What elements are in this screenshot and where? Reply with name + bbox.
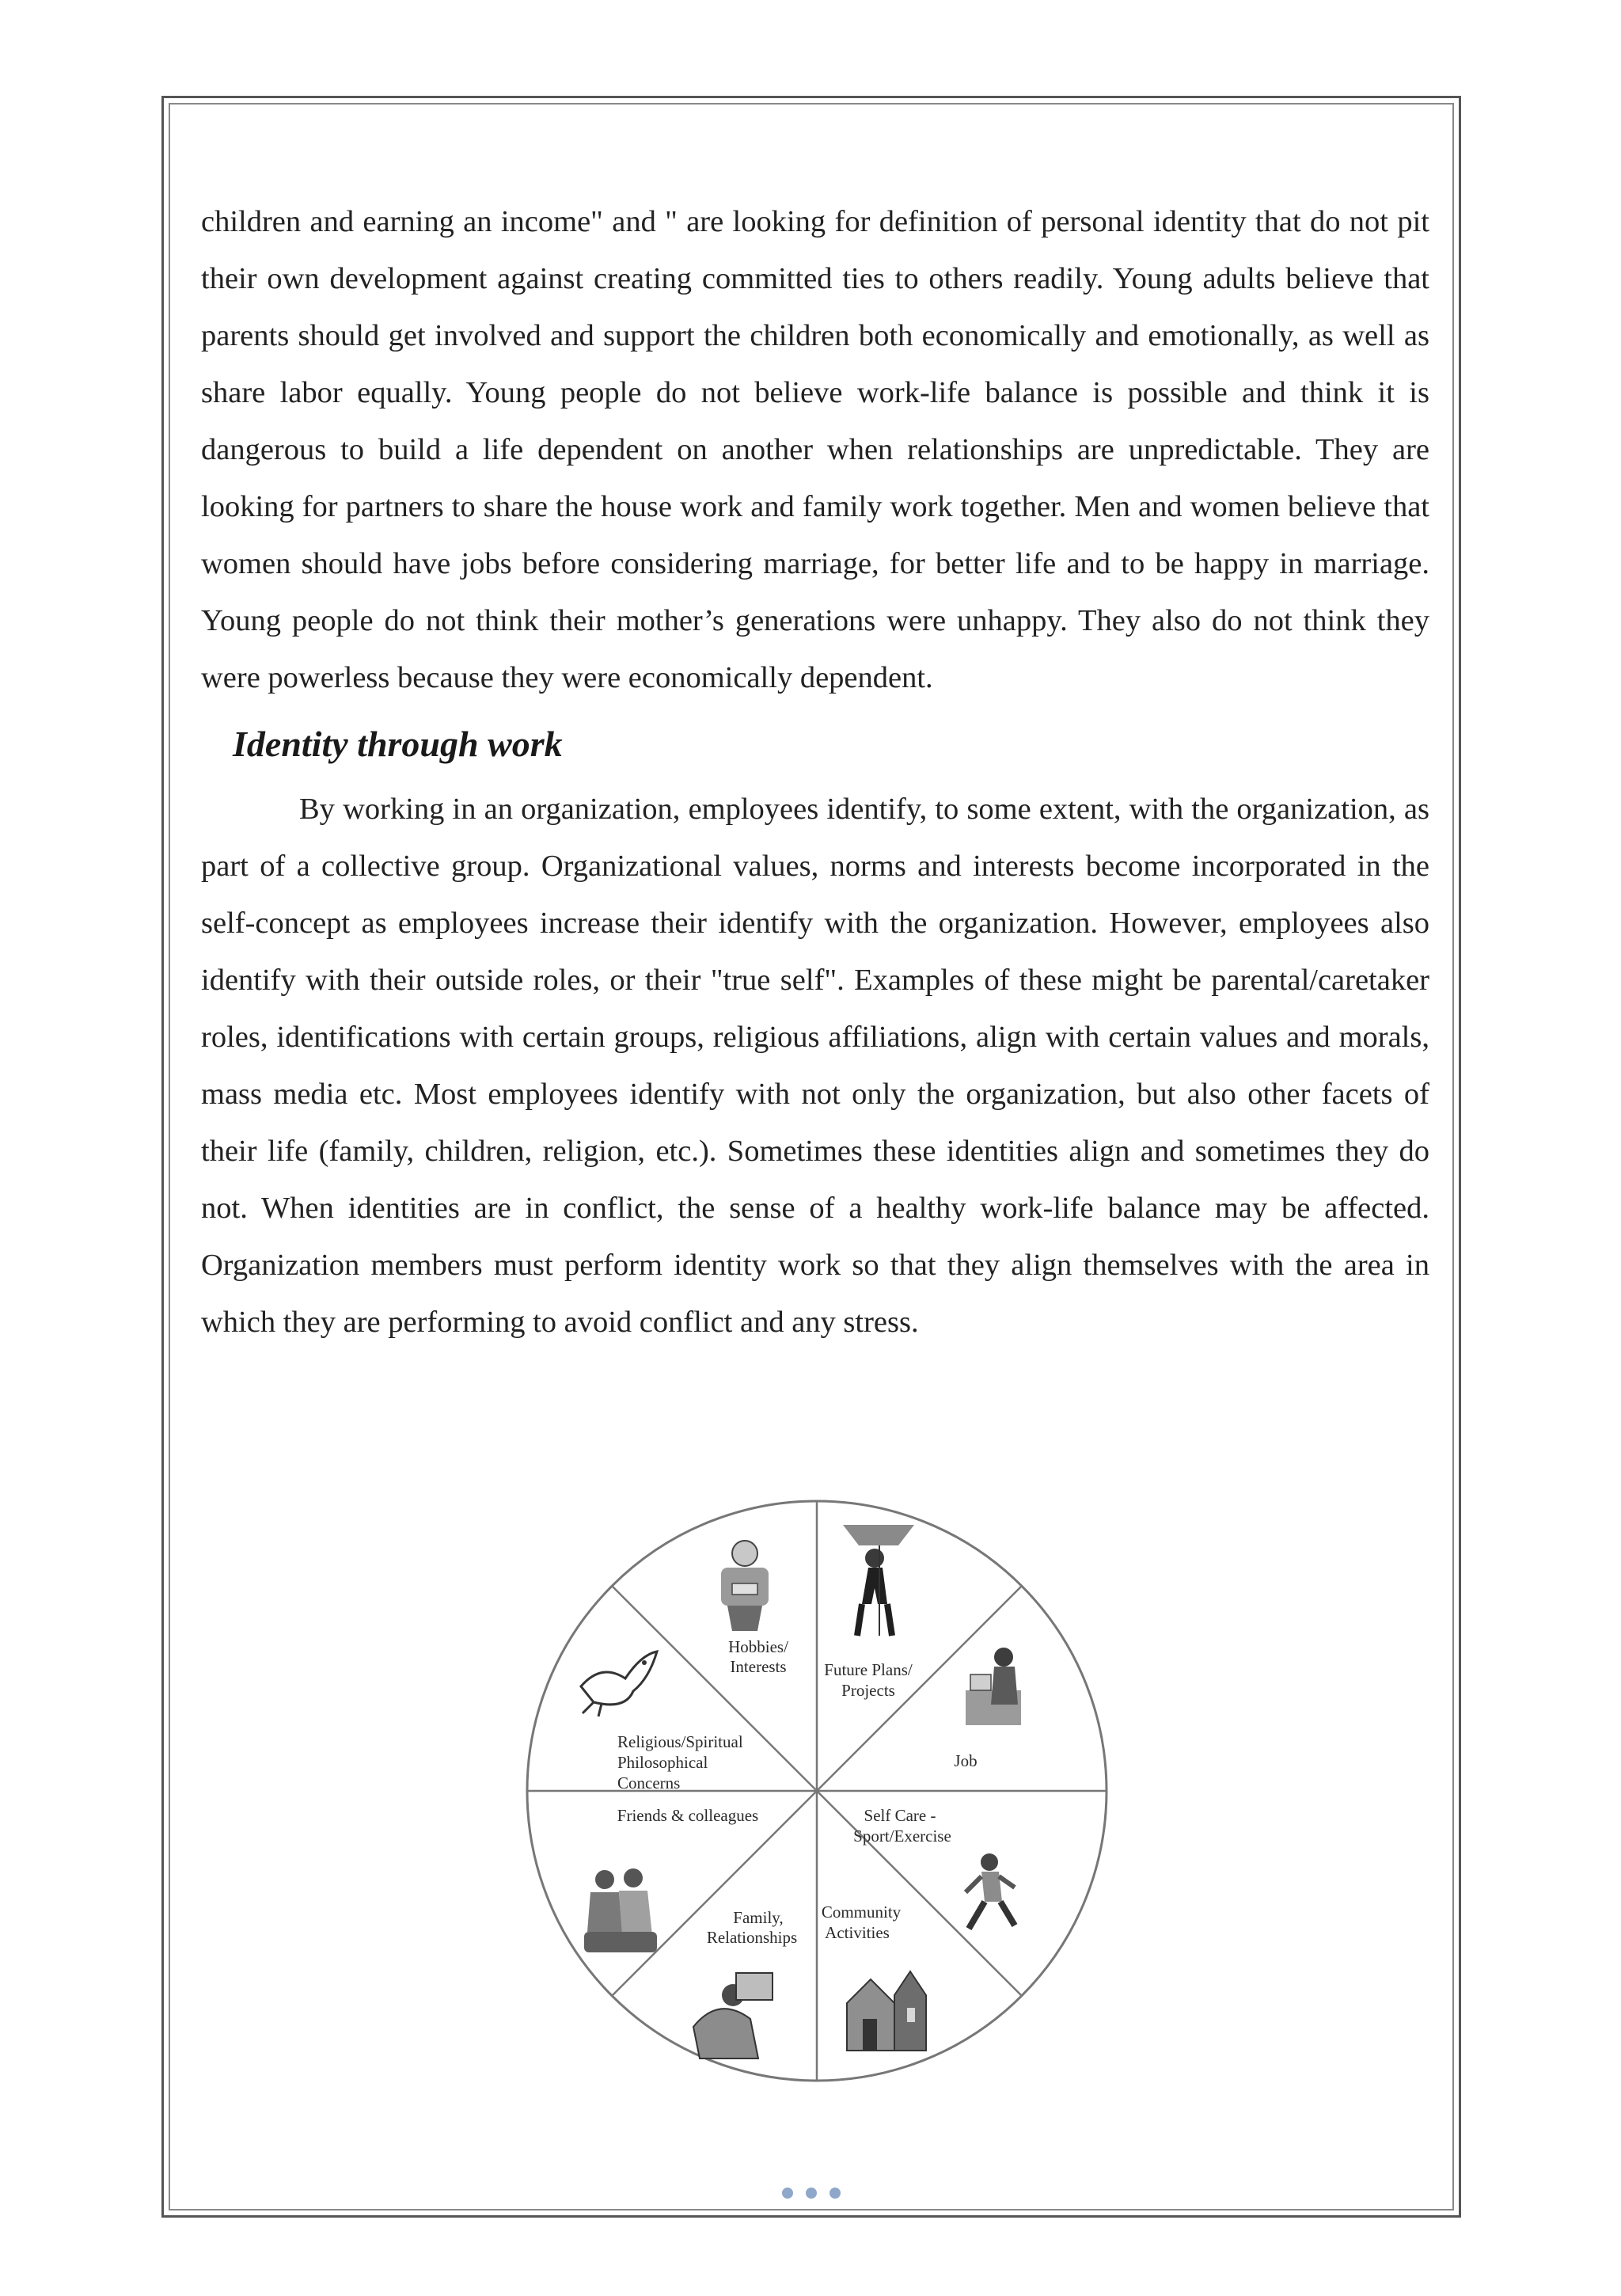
footer-dot-3 <box>829 2188 841 2199</box>
wheel-label-friends: Friends & colleagues <box>617 1806 759 1825</box>
wheel-label-job: Job <box>954 1751 978 1770</box>
footer-dot-2 <box>806 2188 817 2199</box>
wheel-label-future-1: Future Plans/ <box>824 1660 913 1679</box>
wheel-label-family-1: Family, <box>733 1908 784 1927</box>
life-balance-wheel <box>522 1496 1111 2085</box>
wheel-label-family-2: Relationships <box>706 1928 798 1947</box>
paragraph-2: By working in an organization, employees identify, to some extent, with the organization, as part of a collective group. Organizational values, norms and interests become incorporated in the self-concept as employees increase their identify with the organization. However, employees also identify with their outside roles, or their "true self". Examples of these might be parental/caretaker roles, identifications with certain groups, religious affiliations, align with certain values and morals, mass media etc. Most employees identify with not only the organization, but also other facets of their life (family, children, religion, etc.). Sometimes these identities align and sometimes they do not. When identities are in conflict, the sense of a healthy work-life balance may be affected. Organization members must perform identity work so that they align themselves with the area in which they are performing to avoid conflict and any stress. <box>201 793 1429 1339</box>
wheel-label-community-2: Activities <box>825 1923 890 1942</box>
life-balance-wheel-svg <box>522 1496 1111 2085</box>
wheel-label-future-2: Projects <box>841 1681 895 1700</box>
wheel-label-religious-2: Philosophical <box>617 1753 708 1772</box>
section-heading: Identity through work <box>233 724 563 764</box>
wheel-label-selfcare-1: Self Care - <box>864 1806 936 1825</box>
wheel-label-community-1: Community <box>821 1903 902 1922</box>
wheel-label-hobbies-1: Hobbies/ <box>728 1637 788 1656</box>
wheel-label-religious-1: Religious/Spiritual <box>617 1732 743 1751</box>
wheel-label-religious-3: Concerns <box>617 1773 681 1792</box>
wheel-label-selfcare-2: Sport/Exercise <box>853 1827 951 1846</box>
paragraph-1: children and earning an income" and " are looking for definition of personal identity that do not pit their own development against creating committed ties to others readily. Young adults believe that parents should get involved and support the children both economically and emotionally, as well as share labor equally. Young people do not believe work-life balance is possible and think it is dangerous to build a life dependent on another when relationships are unpredictable. They are looking for partners to share the house work and family work together. Men and women believe that women should have jobs before considering marriage, for better life and to be happy in marriage. Young people do not think their mother’s generations were unhappy. They also do not think they were powerless because they were economically dependent. <box>201 205 1429 694</box>
wheel-label-hobbies-2: Interests <box>730 1657 787 1676</box>
page-content <box>201 193 1429 1351</box>
footer-dot-1 <box>782 2188 793 2199</box>
page-footer-dots <box>782 2188 841 2199</box>
